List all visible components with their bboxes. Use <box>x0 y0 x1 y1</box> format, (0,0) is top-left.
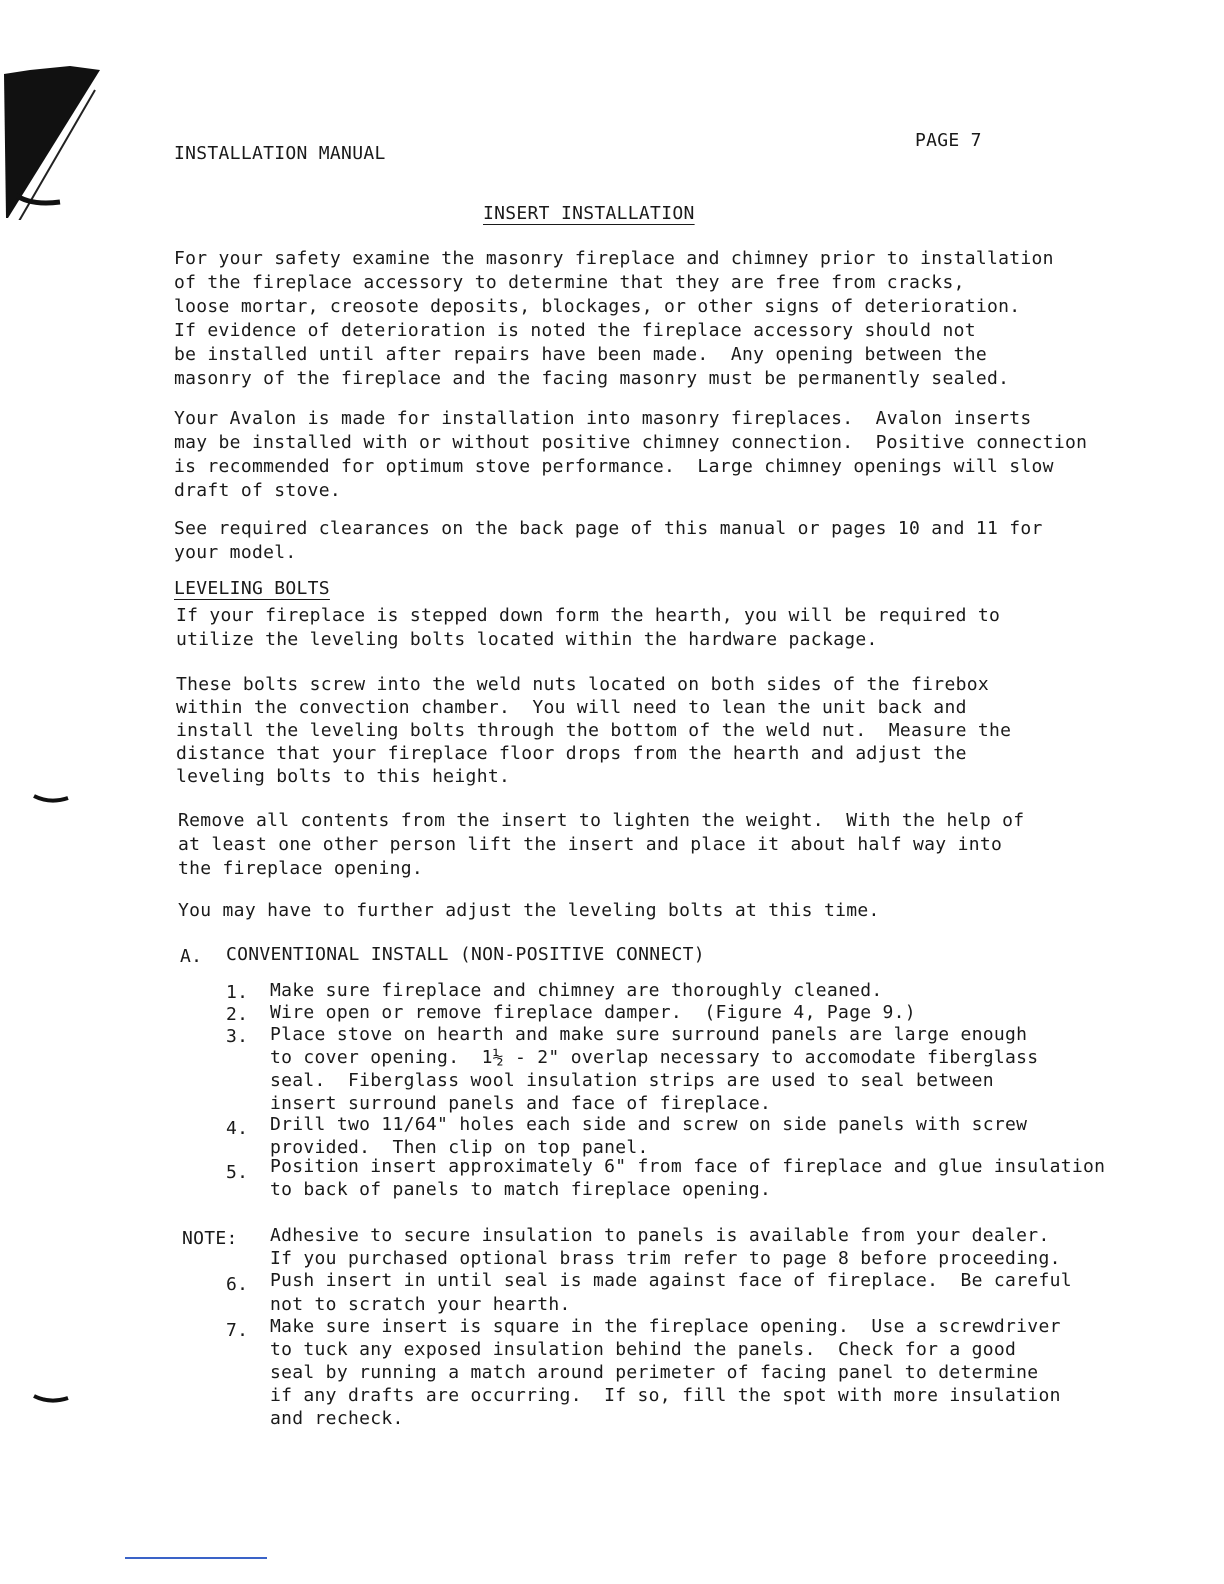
text-line: at least one other person lift the insert and place it about half way into <box>178 834 1003 855</box>
note-text: If you purchased optional brass trim refer to page 8 before proceeding. <box>270 1248 1061 1269</box>
section-title: INSERT INSTALLATION <box>483 203 695 224</box>
text-line: masonry of the fireplace and the facing masonry must be permanently sealed. <box>174 368 1010 389</box>
step-text: insert surround panels and face of fireplace. <box>270 1093 772 1114</box>
step-text: not to scratch your hearth. <box>270 1294 571 1315</box>
text-line: the fireplace opening. <box>178 858 424 879</box>
step-text: if any drafts are occurring. If so, fill the spot with more insulation <box>270 1385 1061 1406</box>
text-line: is recommended for optimum stove performance. Large chimney openings will slow <box>174 456 1054 477</box>
step-number: 4. <box>226 1118 249 1139</box>
step-text: Push insert in until seal is made against face of fireplace. Be careful <box>270 1270 1072 1291</box>
step-number: 2. <box>226 1004 249 1025</box>
step-number: 6. <box>226 1274 249 1295</box>
binder-hole-mark-1 <box>32 790 72 810</box>
scan-edge-line <box>125 1557 267 1559</box>
text-line: If your fireplace is stepped down form the hearth, you will be required to <box>176 605 1001 626</box>
text-line: Your Avalon is made for installation into masonry fireplaces. Avalon inserts <box>174 408 1032 429</box>
page-number: PAGE 7 <box>915 130 982 151</box>
note-text: Adhesive to secure insulation to panels is available from your dealer. <box>270 1225 1050 1246</box>
step-text: provided. Then clip on top panel. <box>270 1137 649 1158</box>
text-line: utilize the leveling bolts located within the hardware package. <box>176 629 878 650</box>
text-line: may be installed with or without positive chimney connection. Positive connection <box>174 432 1088 453</box>
section-a-title: CONVENTIONAL INSTALL (NON-POSITIVE CONNECT) <box>226 944 705 965</box>
step-text: seal by running a match around perimeter of facing panel to determine <box>270 1362 1039 1383</box>
adjust-sentence: You may have to further adjust the leveling bolts at this time. <box>178 900 880 921</box>
text-line: within the convection chamber. You will need to lean the unit back and <box>176 697 967 718</box>
text-line: distance that your fireplace floor drops from the hearth and adjust the <box>176 743 967 764</box>
step-text: seal. Fiberglass wool insulation strips are used to seal between <box>270 1070 994 1091</box>
step-number: 1. <box>226 982 249 1003</box>
text-line: be installed until after repairs have been made. Any opening between the <box>174 344 987 365</box>
step-text: to back of panels to match fireplace opening. <box>270 1179 772 1200</box>
step-text: Drill two 11/64" holes each side and screw on side panels with screw <box>270 1114 1028 1135</box>
text-line: draft of stove. <box>174 480 342 501</box>
step-text: Wire open or remove fireplace damper. (Figure 4, Page 9.) <box>270 1002 916 1023</box>
leveling-bolts-heading: LEVELING BOLTS <box>174 578 330 599</box>
text-line: If evidence of deterioration is noted the fireplace accessory should not <box>174 320 976 341</box>
text-line: See required clearances on the back page of this manual or pages 10 and 11 for <box>174 518 1043 539</box>
step-text: to tuck any exposed insulation behind the panels. Check for a good <box>270 1339 1017 1360</box>
step-number: 5. <box>226 1162 249 1183</box>
scan-corner-mark <box>0 30 110 220</box>
text-line: install the leveling bolts through the bottom of the weld nut. Measure the <box>176 720 1012 741</box>
text-line: leveling bolts to this height. <box>176 766 511 787</box>
note-label: NOTE: <box>182 1228 238 1249</box>
step-text: Position insert approximately 6" from face of fireplace and glue insulation <box>270 1156 1106 1177</box>
binder-hole-mark-2 <box>32 1390 72 1410</box>
step-text: Place stove on hearth and make sure surround panels are large enough <box>270 1024 1028 1045</box>
text-line: loose mortar, creosote deposits, blockages, or other signs of deterioration. <box>174 296 1021 317</box>
text-line: These bolts screw into the weld nuts located on both sides of the firebox <box>176 674 989 695</box>
manual-title: INSTALLATION MANUAL <box>174 143 386 164</box>
text-line: Remove all contents from the insert to lighten the weight. With the help of <box>178 810 1025 831</box>
section-a-letter: A. <box>180 946 203 967</box>
step-text: and recheck. <box>270 1408 404 1429</box>
text-line: of the fireplace accessory to determine that they are free from cracks, <box>174 272 965 293</box>
step-number: 3. <box>226 1026 249 1047</box>
step-text: to cover opening. 1½ - 2" overlap necessary to accomodate fiberglass <box>270 1047 1039 1068</box>
text-line: For your safety examine the masonry fireplace and chimney prior to installation <box>174 248 1054 269</box>
step-text: Make sure fireplace and chimney are thoroughly cleaned. <box>270 980 883 1001</box>
step-number: 7. <box>226 1320 249 1341</box>
text-line: your model. <box>174 542 297 563</box>
step-text: Make sure insert is square in the fireplace opening. Use a screwdriver <box>270 1316 1061 1337</box>
